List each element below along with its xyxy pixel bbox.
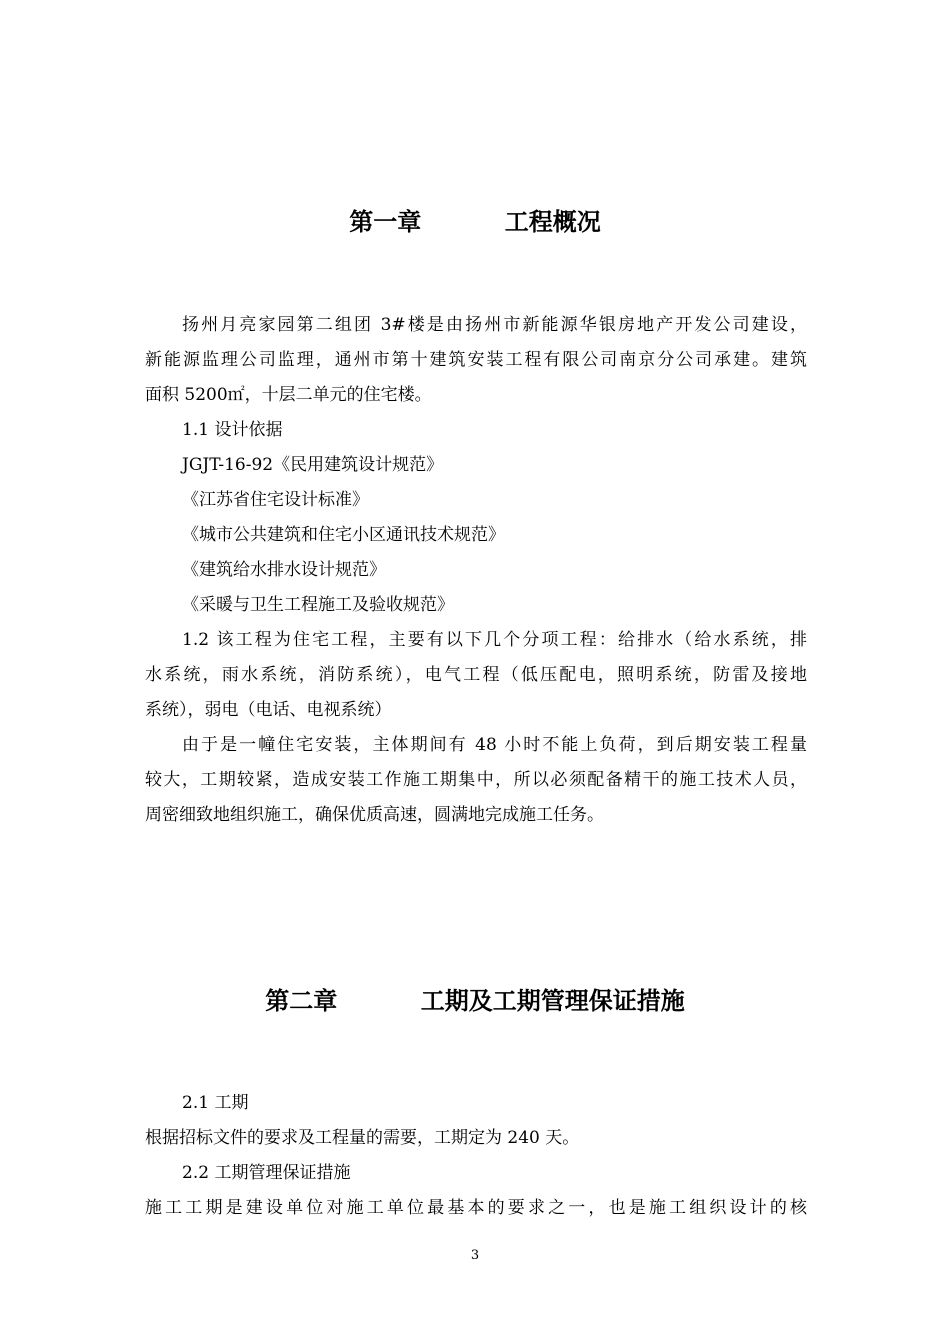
- section-heading-2-1: 2.1 工期: [182, 1093, 249, 1113]
- paragraph-line: 1.2 该工程为住宅工程，主要有以下几个分项工程：给排水（给水系统，排: [182, 630, 807, 650]
- section-heading-2-2: 2.2 工期管理保证措施: [182, 1163, 351, 1183]
- chapter-1-title: 第一章 工程概况: [349, 208, 601, 236]
- reference-item: 《建筑给水排水设计规范》: [182, 560, 386, 580]
- section-heading-1-1: 1.1 设计依据: [182, 420, 283, 440]
- paragraph-line: 面积 5200㎡，十层二单元的住宅楼。: [145, 385, 432, 405]
- paragraph-line: 扬州月亮家园第二组团 3#楼是由扬州市新能源华银房地产开发公司建设，: [182, 315, 807, 335]
- reference-item: 《采暖与卫生工程施工及验收规范》: [182, 595, 454, 615]
- chapter-2-title: 第二章 工期及工期管理保证措施: [265, 987, 685, 1015]
- reference-item: 《江苏省住宅设计标准》: [182, 490, 369, 510]
- page-number: 3: [470, 1248, 480, 1263]
- paragraph-line: 水系统，雨水系统，消防系统），电气工程（低压配电，照明系统，防雷及接地: [145, 665, 807, 685]
- paragraph-line: 系统），弱电（电话、电视系统）: [145, 700, 392, 720]
- paragraph-line: 新能源监理公司监理，通州市第十建筑安装工程有限公司南京分公司承建。建筑: [145, 350, 807, 370]
- paragraph-line: 根据招标文件的要求及工程量的需要，工期定为 240 天。: [145, 1128, 580, 1148]
- paragraph-line: 周密细致地组织施工，确保优质高速，圆满地完成施工任务。: [145, 805, 604, 825]
- paragraph-line: 较大，工期较紧，造成安装工作施工期集中，所以必须配备精干的施工技术人员，: [145, 770, 807, 790]
- reference-item: JGJT-16-92《民用建筑设计规范》: [182, 455, 444, 475]
- paragraph-line: 由于是一幢住宅安装，主体期间有 48 小时不能上负荷，到后期安装工程量: [182, 735, 807, 755]
- paragraph-line: 施工工期是建设单位对施工单位最基本的要求之一，也是施工组织设计的核: [145, 1198, 807, 1218]
- reference-item: 《城市公共建筑和住宅小区通讯技术规范》: [182, 525, 505, 545]
